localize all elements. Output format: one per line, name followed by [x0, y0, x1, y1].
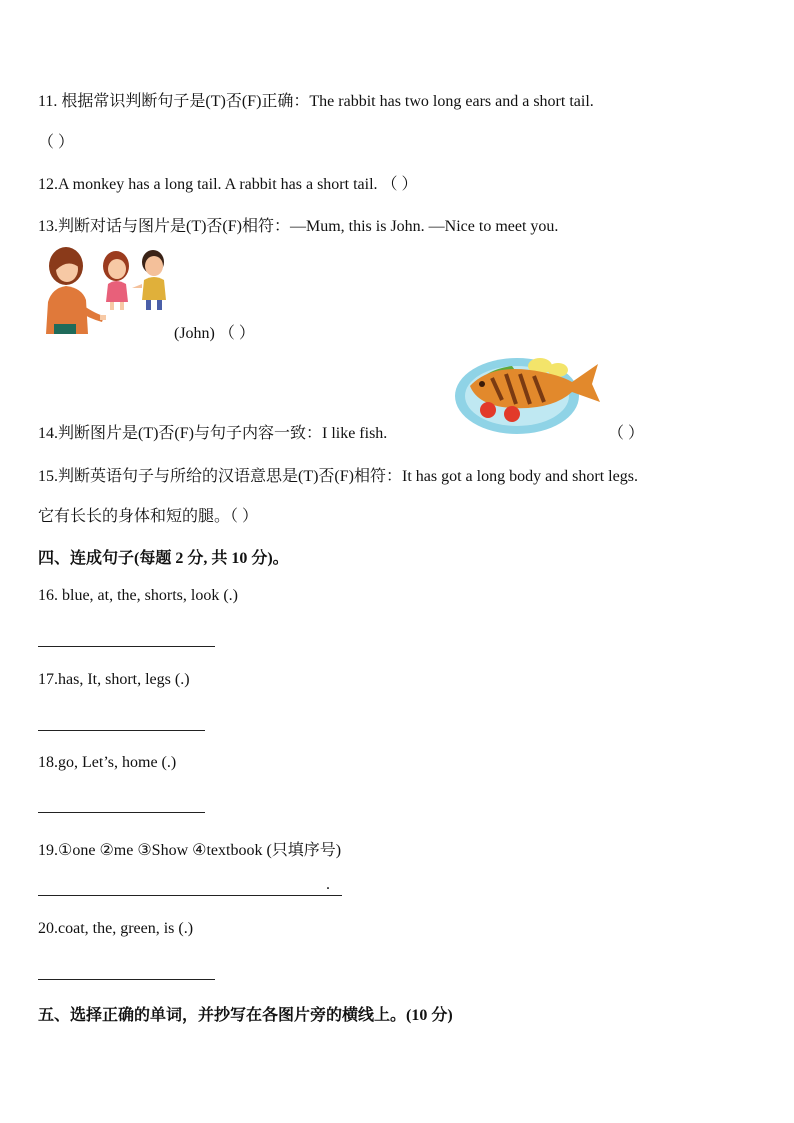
question-13: 13.判断对话与图片是(T)否(F)相符：—Mum, this is John. —Nice to meet you.	[38, 218, 559, 235]
question-20-answer-line[interactable]	[38, 979, 215, 980]
section-4-title: 四、连成句子(每题 2 分, 共 10 分)。	[38, 550, 289, 567]
question-17: 17.has, It, short, legs (.)	[38, 671, 190, 688]
family-illustration	[36, 244, 176, 336]
question-20: 20.coat, the, green, is (.)	[38, 920, 194, 937]
fish-plate-illustration	[452, 350, 602, 438]
question-12: 12.A monkey has a long tail. A rabbit has a short tail. （ ）	[38, 176, 418, 193]
question-18-answer-line[interactable]	[38, 812, 205, 813]
question-19-answer-line[interactable]	[38, 895, 342, 896]
question-11-answer-paren[interactable]: （ ）	[38, 134, 75, 151]
question-15: 15.判断英语句子与所给的汉语意思是(T)否(F)相符：It has got a long body and short legs.	[38, 468, 638, 485]
question-14-answer-paren[interactable]: （ ）	[608, 425, 645, 442]
question-16-answer-line[interactable]	[38, 646, 215, 647]
question-18: 18.go, Let’s, home (.)	[38, 754, 177, 771]
section-5-title: 五、选择正确的单词，并抄写在各图片旁的横线上。(10 分)	[38, 1007, 453, 1024]
question-17-answer-line[interactable]	[38, 730, 205, 731]
question-11: 11. 根据常识判断句子是(T)否(F)正确：The rabbit has two long ears and a short tail.	[38, 93, 594, 110]
question-19-period: .	[326, 876, 330, 893]
question-13-caption[interactable]: (John) （ ）	[174, 325, 255, 342]
question-16: 16. blue, at, the, shorts, look (.)	[38, 587, 238, 604]
question-15-chinese[interactable]: 它有长长的身体和短的腿。（ ）	[38, 508, 259, 525]
question-19: 19.①one ②me ③Show ④textbook (只填序号)	[38, 842, 342, 859]
question-14: 14.判断图片是(T)否(F)与句子内容一致：I like fish.	[38, 425, 388, 442]
